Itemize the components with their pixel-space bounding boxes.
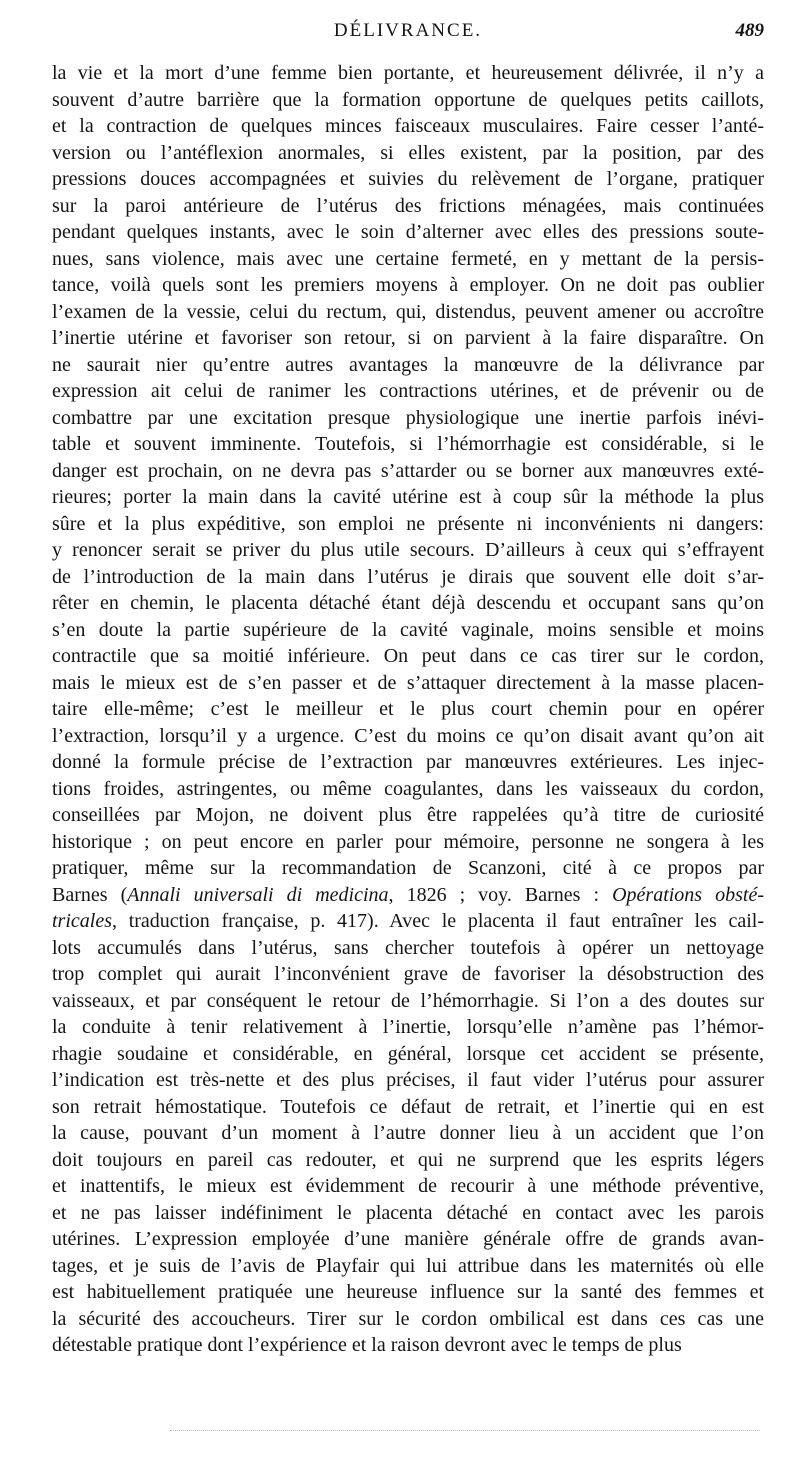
page-number: 489: [735, 20, 764, 41]
text-line: donné la formule précise de l’extraction par manœuvres extérieures. Les injec-: [52, 751, 764, 773]
text-line: expression ait celui de ranimer les contractions utérines, et de prévenir ou de: [52, 380, 764, 402]
text-line: et inattentifs, le mieux est évidemment de recourir à une méthode préventive,: [52, 1175, 764, 1197]
footer-rule: [170, 1430, 760, 1431]
text-line: est habituellement pratiquée une heureuse influence sur la santé des femmes et: [52, 1281, 764, 1303]
text-line: taire elle-même; c’est le meilleur et le plus court chemin pour en opérer: [52, 698, 764, 720]
text-line: rieures; porter la main dans la cavité utérine est à coup sûr la méthode la plus: [52, 486, 764, 508]
text-line: l’inertie utérine et favoriser son retour, si on parvient à la faire disparaître. On: [52, 327, 764, 349]
text-line: trop complet qui aurait l’inconvénient grave de favoriser la désobstruction des: [52, 963, 764, 985]
text-line: danger est prochain, on ne devra pas s’attarder ou se borner aux manœuvres exté-: [52, 459, 764, 482]
italic-title: tricales: [52, 910, 112, 932]
text-line: et la contraction de quelques minces faisceaux musculaires. Faire cesser l’anté-: [52, 115, 764, 137]
text-line: souvent d’autre barrière que la formation opportune de quelques petits caillots,: [52, 88, 764, 111]
text-line: et ne pas laisser indéfiniment le placenta détaché en contact avec les parois: [52, 1201, 764, 1224]
text-line: combattre par une excitation presque physiologique une inertie parfois inévi-: [52, 406, 764, 429]
text-line: pressions douces accompagnées et suivies du relèvement de l’organe, pratiquer: [52, 168, 764, 190]
text-line: l’examen de la vessie, celui du rectum, qui, distendus, peuvent amener ou accroître: [52, 300, 764, 323]
text-line: l’indication est très-nette et des plus précises, il faut vider l’utérus pour assurer: [52, 1069, 764, 1091]
text-line: détestable pratique dont l’expérience et la raison devront avec le temps de plus: [52, 1334, 682, 1356]
running-header: [52, 20, 764, 48]
text-line: pratiquer, même sur la recommandation de Scanzoni, cité à ce propos par: [52, 857, 764, 879]
text-line: tricales, traduction française, p. 417). Avec le placenta il faut entraîner les cail-: [52, 910, 764, 932]
text-line: table et souvent imminente. Toutefois, si l’hémorrhagie est considérable, si le: [52, 433, 764, 455]
text-line: tages, et je suis de l’avis de Playfair qui lui attribue dans les maternités où elle: [52, 1254, 764, 1277]
text-line: tions froides, astringentes, ou même coagulantes, dans les vaisseaux du cordon,: [52, 777, 764, 800]
text-line: la sécurité des accoucheurs. Tirer sur le cordon ombilical est dans ces cas une: [52, 1307, 764, 1330]
text-line: l’extraction, lorsqu’il y a urgence. C’est du moins ce qu’on disait avant qu’on ait: [52, 724, 764, 747]
text-line: doit toujours en pareil cas redouter, et qui ne surprend que les esprits légers: [52, 1148, 764, 1171]
italic-title: Annali universali di medicina: [127, 883, 389, 906]
text-line: conseillées par Mojon, ne doivent plus être rappelées qu’à titre de curiosité: [52, 804, 764, 826]
text-line: son retrait hémostatique. Toutefois ce défaut de retrait, et l’inertie qui en est: [52, 1095, 764, 1118]
text-line: contractile que sa moitié inférieure. On peut dans ce cas tirer sur le cordon,: [52, 645, 764, 667]
text-line: sûre et la plus expéditive, son emploi ne présente ni inconvénients ni dangers:: [52, 512, 764, 535]
text-line: la cause, pouvant d’un moment à l’autre donner lieu à un accident que l’on: [52, 1122, 764, 1144]
text-line: la conduite à tenir relativement à l’inertie, lorsqu’elle n’amène pas l’hémor-: [52, 1016, 764, 1038]
italic-title: Opérations obsté-: [612, 883, 765, 906]
text-line: la vie et la mort d’une femme bien portante, et heureusement délivrée, il n’y a: [52, 62, 764, 84]
text-line: nues, sans violence, mais avec une certaine fermeté, en y mettant de la persis-: [52, 247, 764, 270]
text-line: tance, voilà quels sont les premiers moyens à employer. On ne doit pas oublier: [52, 274, 764, 296]
text-line: rhagie soudaine et considérable, en général, lorsque cet accident se présente,: [52, 1042, 764, 1065]
text-line: sur la paroi antérieure de l’utérus des frictions ménagées, mais continuées: [52, 194, 764, 217]
text-line: version ou l’antéflexion anormales, si elles existent, par la position, par des: [52, 141, 764, 164]
text-line: y renoncer serait se priver du plus utile secours. D’ailleurs à ceux qui s’effrayent: [52, 539, 764, 561]
text-line: lots accumulés dans l’utérus, sans chercher toutefois à opérer un nettoyage: [52, 936, 764, 959]
text-line: ne saurait nier qu’entre autres avantages la manœuvre de la délivrance par: [52, 353, 764, 376]
text-line: rêter en chemin, le placenta détaché étant déjà descendu et occupant sans qu’on: [52, 592, 764, 614]
text-line: vaisseaux, et par conséquent le retour de l’hémorrhagie. Si l’on a des doutes sur: [52, 989, 764, 1012]
text-line: historique ; on peut encore en parler pour mémoire, personne ne songera à les: [52, 830, 764, 853]
text-line: Barnes (Annali universali di medicina, 1826 ; voy. Barnes : Opérations obsté-: [52, 883, 765, 906]
text-line: de l’introduction de la main dans l’utérus je dirais que souvent elle doit s’ar-: [52, 565, 764, 588]
text-line: s’en doute la partie supérieure de la cavité vaginale, moins sensible et moins: [52, 618, 764, 641]
text-line: utérines. L’expression employée d’une manière générale offre de grands avan-: [52, 1228, 764, 1250]
body-text: [52, 60, 764, 1359]
header-title: DÉLIVRANCE.: [333, 20, 483, 41]
text-line: mais le mieux est de s’en passer et de s’attaquer directement à la masse placen-: [52, 671, 764, 694]
text-line: pendant quelques instants, avec le soin d’alterner avec elles des pressions soute-: [52, 221, 764, 243]
